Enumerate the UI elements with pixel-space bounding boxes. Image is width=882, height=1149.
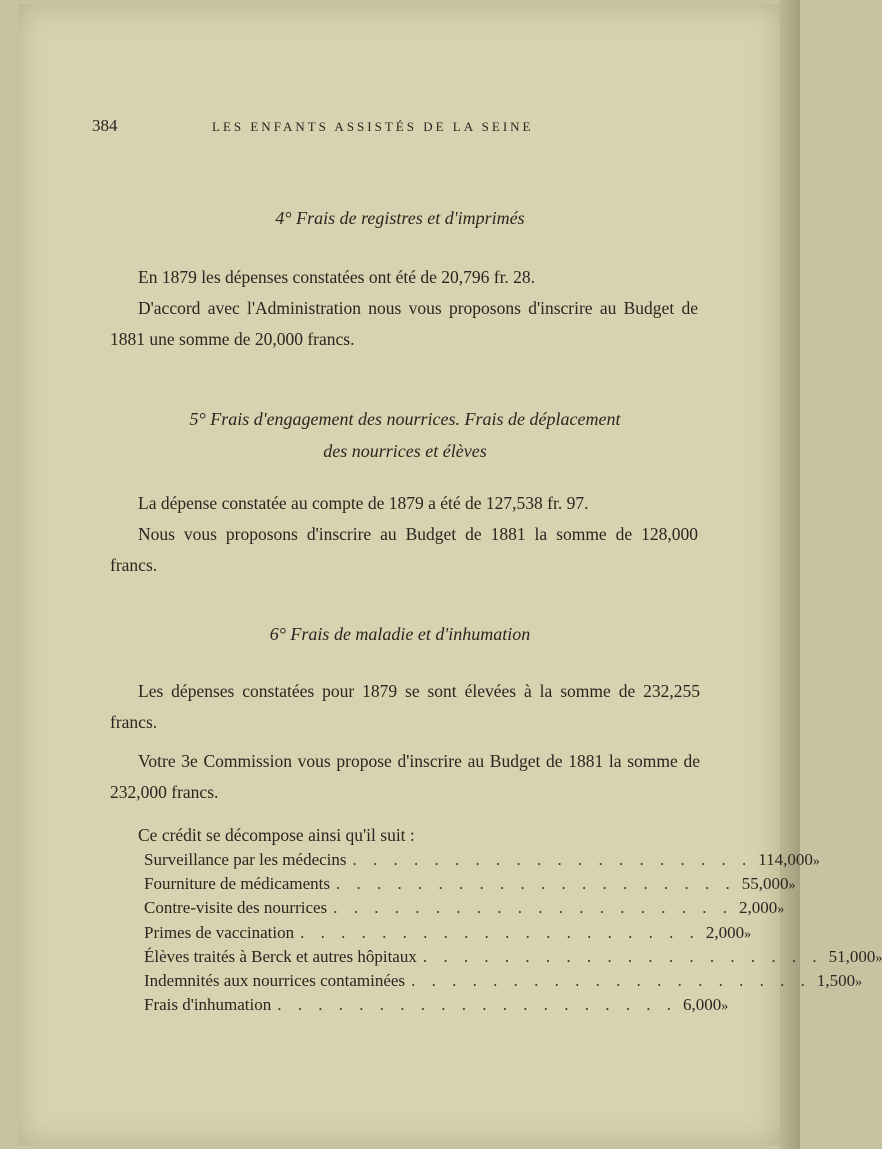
item-unit: »: [744, 926, 752, 942]
list-item: [144, 945, 882, 969]
section-6-title: 6° Frais de maladie et d'inhumation: [269, 624, 531, 644]
section-5-title-line-1: 5° Frais d'engagement des nourrices. Frais de déplacement: [189, 409, 621, 429]
section-6-body: [110, 676, 700, 851]
item-amount: 114,000: [758, 850, 813, 869]
item-unit: »: [855, 974, 863, 990]
running-title: LES ENFANTS ASSISTÉS DE LA SEINE: [212, 119, 534, 134]
leader-dots: . . . . . . . . . . . . . . . . . . . .: [277, 995, 678, 1015]
list-item: [144, 969, 863, 993]
item-amount: 2,000: [705, 922, 745, 942]
list-item: [144, 921, 752, 945]
section-4-paragraph-2: D'accord avec l'Administration nous vous proposons d'inscrire au Budget de 1881 une somme de 20,000 francs.: [110, 298, 698, 349]
section-4-paragraph-1: En 1879 les dépenses constatées ont été de 20,796 fr. 28.: [138, 267, 536, 287]
leader-dots: . . . . . . . . . . . . . . . . . . . .: [411, 970, 811, 990]
item-label: Indemnités aux nourrices contaminées: [144, 970, 406, 990]
section-6-paragraph-3: Ce crédit se décompose ainsi qu'il suit :: [138, 825, 415, 845]
leader-dots: . . . . . . . . . . . . . . . . . . . .: [300, 922, 700, 942]
item-label: Frais d'inhumation: [144, 995, 272, 1015]
section-6-paragraph-2: Votre 3e Commission vous propose d'inscrire au Budget de 1881 la somme de 232,000 francs.: [110, 751, 700, 802]
item-unit: »: [777, 902, 785, 918]
item-unit: »: [721, 999, 729, 1015]
item-label: Contre-visite des nourrices: [144, 898, 328, 918]
section-4-title: 4° Frais de registres et d'imprimés: [275, 208, 525, 228]
item-unit: »: [875, 950, 882, 966]
section-5-paragraph-1: La dépense constatée au compte de 1879 a été de 127,538 fr. 97.: [138, 493, 589, 513]
leader-dots: . . . . . . . . . . . . . . . . . . . .: [333, 898, 733, 918]
section-6-paragraph-1: Les dépenses constatées pour 1879 se sont élevées à la somme de 232,255 francs.: [110, 681, 700, 732]
item-unit: »: [788, 878, 796, 894]
page-number: 384: [92, 116, 118, 135]
list-item: [144, 993, 729, 1017]
list-item: [144, 848, 820, 872]
expense-list: [144, 848, 882, 1017]
section-5-paragraph-2: Nous vous proposons d'inscrire au Budget de 1881 la somme de 128,000 francs.: [110, 524, 698, 575]
list-item: [144, 896, 785, 920]
item-amount: 2,000: [738, 898, 778, 918]
leader-dots: . . . . . . . . . . . . . . . . . . . .: [336, 874, 736, 894]
section-5-body: [110, 488, 698, 581]
leader-dots: . . . . . . . . . . . . . . . . . . . .: [352, 850, 753, 869]
item-label: Fourniture de médicaments: [144, 874, 331, 894]
item-amount: 1,500: [816, 970, 856, 990]
item-label: Surveillance par les médecins: [144, 850, 347, 869]
item-amount: 51,000: [828, 946, 876, 966]
section-5-title-line-2: des nourrices et élèves: [323, 441, 487, 461]
item-amount: 6,000: [683, 995, 722, 1015]
item-label: Primes de vaccination: [144, 922, 295, 942]
item-amount: 55,000: [741, 874, 789, 894]
item-unit: »: [812, 854, 820, 869]
leader-dots: . . . . . . . . . . . . . . . . . . . .: [422, 946, 823, 966]
list-item: [144, 872, 796, 896]
section-5-title: [110, 403, 700, 467]
section-4-body: [110, 262, 698, 355]
item-label: Élèves traités à Berck et autres hôpitaux: [144, 946, 417, 966]
